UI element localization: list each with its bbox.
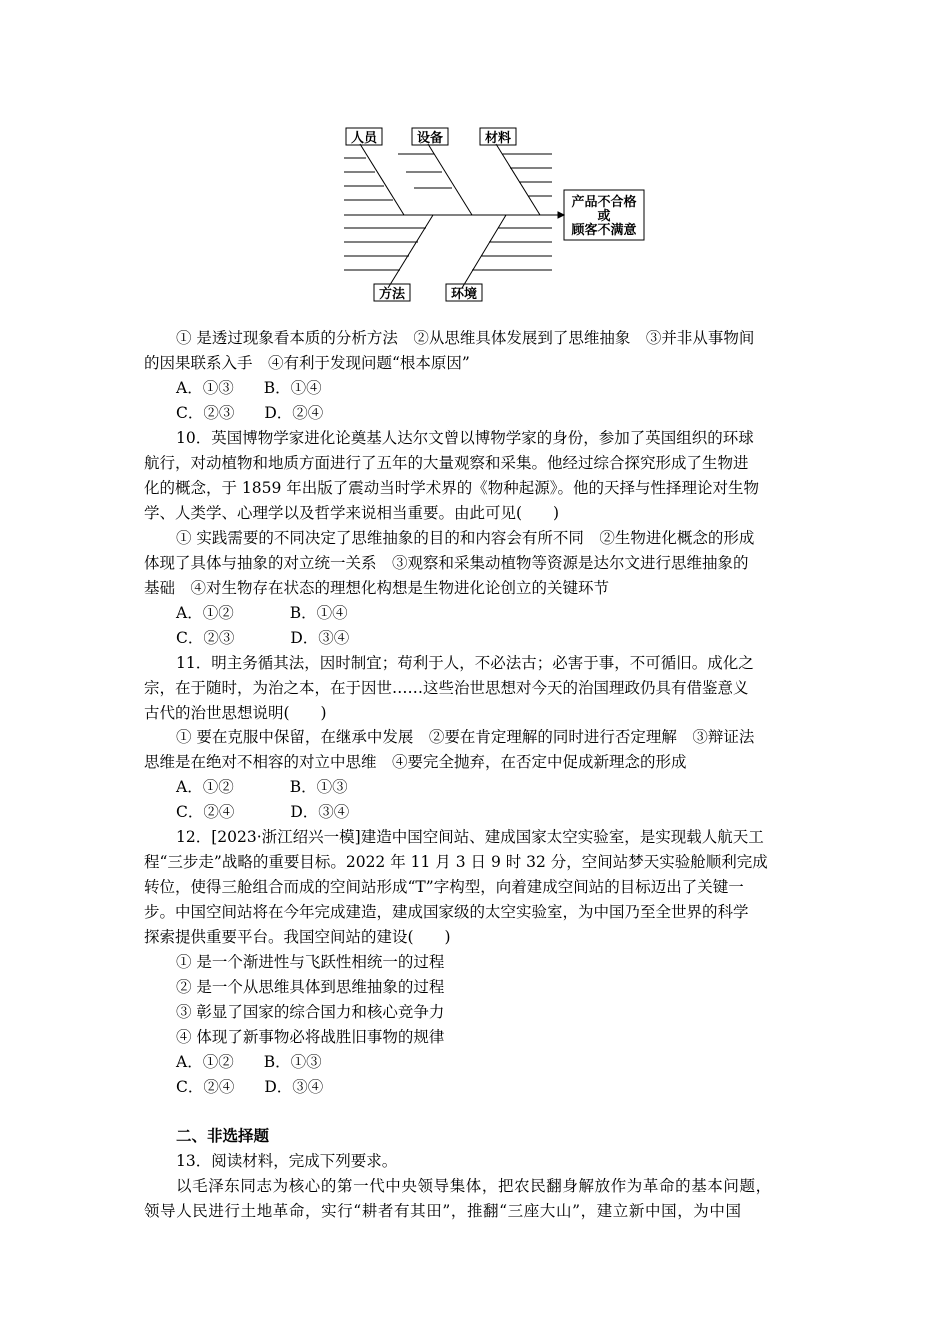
q10-statements: 基础 ④对生物存在状态的理想化构想是生物进化论创立的关键环节 — [144, 579, 610, 597]
q12-stem: 程“三步走”战略的重要目标。2022 年 11 月 3 日 9 时 32 分，空间站梦天实验舱顺利完成 — [144, 853, 768, 871]
q10-options-row — [176, 601, 846, 626]
q11-options-row — [176, 800, 846, 825]
spine-arrowhead — [558, 212, 564, 218]
option-d[interactable]: D．③④ — [264, 1078, 324, 1096]
effect-label: 或 — [597, 209, 611, 224]
q10-stem: 航行，对动植物和地质方面进行了五年的大量观察和采集。他经过综合探究形成了生物进 — [144, 454, 749, 472]
q12-stem: 步。中国空间站将在今年完成建造，建成国家级的太空实验室，为中国乃至全世界的科学 — [144, 903, 749, 921]
branch-method — [388, 215, 433, 288]
option-b[interactable]: B．①③ — [263, 1053, 322, 1071]
cause-label: 人员 — [350, 131, 378, 146]
option-c[interactable]: C．②③ — [176, 629, 235, 647]
option-c[interactable]: C．②③ — [176, 404, 235, 422]
q10-options-row — [176, 626, 846, 651]
option-d[interactable]: D．②④ — [264, 404, 324, 422]
q12-statement: ③ 彰显了国家的综合国力和核心竞争力 — [176, 1003, 445, 1021]
q11-options-row — [176, 775, 846, 800]
option-a[interactable]: A．①③ — [176, 379, 234, 397]
cause-label: 环境 — [450, 287, 478, 302]
q13-material: 领导人民进行土地革命，实行“耕者有其田”，推翻“三座大山”，建立新中国，为中国 — [144, 1202, 742, 1220]
q12-stem: 12．[2023·浙江绍兴一模]建造中国空间站、建成国家太空实验室，是实现载人航天工 — [176, 828, 764, 846]
q12-options-row — [176, 1075, 846, 1100]
q11-statements: 思维是在绝对不相容的对立中思维 ④要完全抛弃，在否定中促成新理念的形成 — [144, 753, 687, 771]
option-c[interactable]: C．②④ — [176, 803, 235, 821]
option-d[interactable]: D．③④ — [290, 803, 350, 821]
fishbone-diagram — [338, 122, 648, 306]
effect-label: 产品不合格 — [571, 195, 637, 210]
q9-statements: 的因果联系入手 ④有利于发现问题“根本原因” — [144, 354, 470, 372]
option-a[interactable]: A．①② — [176, 1053, 234, 1071]
cause-label: 方法 — [378, 287, 406, 302]
option-d[interactable]: D．③④ — [290, 629, 350, 647]
q9-statements: ① 是透过现象看本质的分析方法 ②从思维具体发展到了思维抽象 ③并非从事物间 — [176, 329, 755, 347]
q11-stem: 古代的治世思想说明( ) — [144, 704, 327, 722]
option-b[interactable]: B．①③ — [289, 778, 348, 796]
option-a[interactable]: A．①② — [176, 778, 234, 796]
option-b[interactable]: B．①④ — [289, 604, 348, 622]
q12-statement: ④ 体现了新事物必将战胜旧事物的规律 — [176, 1028, 445, 1046]
q10-statements: ① 实践需要的不同决定了思维抽象的目的和内容会有所不同 ②生物进化概念的形成 — [176, 529, 755, 547]
q12-statement: ① 是一个渐进性与飞跃性相统一的过程 — [176, 953, 445, 971]
q11-stem: 宗，在于随时，为治之本，在于因世……这些治世思想对今天的治国理政仍具有借鉴意义 — [144, 679, 749, 697]
branch-equipment — [428, 144, 472, 215]
q10-stem: 学、人类学、心理学以及哲学来说相当重要。由此可见( ) — [144, 504, 560, 522]
q10-stem: 10．英国博物学家进化论奠基人达尔文曾以博物学家的身份，参加了英国组织的环球 — [176, 429, 754, 447]
branch-people — [360, 144, 404, 215]
q9-options-row — [176, 376, 846, 401]
q12-stem: 探索提供重要平台。我国空间站的建设( ) — [144, 928, 451, 946]
q13-intro: 13．阅读材料，完成下列要求。 — [176, 1152, 398, 1170]
q12-options-row — [176, 1050, 846, 1075]
q10-stem: 化的概念，于 1859 年出版了震动当时学术界的《物种起源》。他的天择与性择理论对生物 — [144, 479, 760, 497]
cause-label: 设备 — [416, 131, 444, 146]
effect-label: 顾客不满意 — [571, 223, 637, 238]
q10-statements: 体现了具体与抽象的对立统一关系 ③观察和采集动植物等资源是达尔文进行思维抽象的 — [144, 554, 749, 572]
option-c[interactable]: C．②④ — [176, 1078, 235, 1096]
option-b[interactable]: B．①④ — [263, 379, 322, 397]
q13-material: 以毛泽东同志为核心的第一代中央领导集体，把农民翻身解放作为革命的基本问题， — [176, 1177, 772, 1195]
cause-label: 材料 — [484, 131, 512, 146]
q12-statement: ② 是一个从思维具体到思维抽象的过程 — [176, 978, 445, 996]
q12-stem: 转位，使得三舱组合而成的空间站形成“T”字构型，向着建成空间站的目标迈出了关键一 — [144, 878, 744, 896]
branch-material — [496, 144, 540, 215]
section-heading: 二、非选择题 — [176, 1127, 270, 1145]
q11-stem: 11．明主务循其法，因时制宜；苟利于人，不必法古；必害于事，不可循旧。成化之 — [176, 654, 754, 672]
q9-options-row — [176, 401, 846, 426]
branch-environment — [462, 215, 506, 288]
option-a[interactable]: A．①② — [176, 604, 234, 622]
q11-statements: ① 要在克服中保留，在继承中发展 ②要在肯定理解的同时进行否定理解 ③辩证法 — [176, 728, 755, 746]
